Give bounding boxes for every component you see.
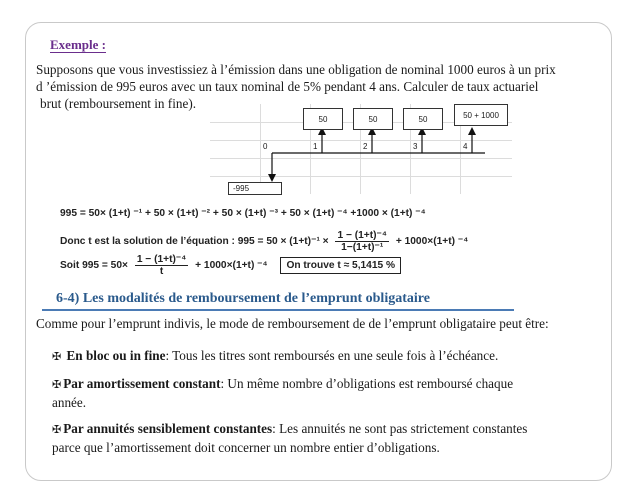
intro-line-3: brut (remboursement in fine). bbox=[40, 96, 197, 111]
tick-label: 2 bbox=[363, 142, 368, 151]
formula-block bbox=[60, 206, 540, 278]
fraction-denominator: t bbox=[159, 266, 164, 277]
bullet-text: : Tous les titres sont remboursés en une seule fois à l’échéance. bbox=[165, 348, 499, 363]
bullet-item bbox=[52, 375, 612, 412]
intro-line-2: d ’émission de 995 euros avec un taux nominal de 5% pendant 4 ans. Calculer de taux actuariel bbox=[36, 79, 539, 94]
bullet-title: Par amortissement constant bbox=[63, 376, 221, 391]
cash-flow-box: 50 bbox=[353, 108, 393, 130]
formula-line-3-start: Soit 995 = 50× bbox=[60, 260, 128, 272]
bullet-text: : Les annuités ne sont pas strictement constantes bbox=[272, 421, 528, 436]
fraction bbox=[335, 230, 389, 253]
fraction-numerator: 1 − (1+t)⁻⁴ bbox=[136, 254, 187, 265]
heading-underline bbox=[42, 309, 514, 311]
section-heading: 6-4) Les modalités de remboursement de l’emprunt obligataire bbox=[56, 291, 430, 306]
cross-bullet-icon: ✠ bbox=[52, 351, 62, 363]
initial-outflow-box: -995 bbox=[228, 182, 282, 195]
formula-line-3-end: + 1000×(1+t) ⁻⁴ bbox=[195, 260, 268, 272]
tick-label: 3 bbox=[413, 142, 418, 151]
cross-bullet-icon: ✠ bbox=[52, 424, 62, 436]
formula-line-2 bbox=[60, 230, 468, 253]
formula-line-2-end: + 1000×(1+t) ⁻⁴ bbox=[395, 236, 469, 248]
tick-label: 1 bbox=[313, 142, 318, 151]
cash-flow-box: 50 bbox=[403, 108, 443, 130]
cross-bullet-icon: ✠ bbox=[52, 379, 62, 391]
cash-flow-box: 50 + 1000 bbox=[454, 104, 508, 126]
bullet-item bbox=[52, 347, 498, 366]
cash-flow-diagram bbox=[210, 104, 512, 194]
bullet-text-continued: parce que l’amortissement doit concerner un nombre entier d’obligations. bbox=[52, 440, 440, 455]
example-label: Exemple : bbox=[50, 37, 106, 52]
bullet-text-continued: année. bbox=[52, 395, 87, 410]
fraction-numerator: 1 − (1+t)⁻⁴ bbox=[337, 230, 387, 241]
section-paragraph: Comme pour l’emprunt indivis, le mode de remboursement de de l’emprunt obligataire peut être: bbox=[36, 316, 549, 331]
formula-line-1: 995 = 50× (1+t) ⁻¹ + 50 × (1+t) ⁻² + 50 × (1+t) ⁻³ + 50 × (1+t) ⁻⁴ +1000 × (1+t) ⁻⁴ bbox=[60, 208, 426, 219]
tick-label: 4 bbox=[463, 142, 468, 151]
tick-label: 0 bbox=[263, 142, 268, 151]
cash-flow-box: 50 bbox=[303, 108, 343, 130]
result-box: On trouve t ≈ 5,1415 % bbox=[280, 257, 401, 274]
bullet-title: Par annuités sensiblement constantes bbox=[63, 421, 273, 436]
bullet-title: En bloc ou in fine bbox=[66, 348, 166, 363]
bullet-text: : Un même nombre d’obligations est remboursé chaque bbox=[220, 376, 514, 391]
intro-line-1: Supposons que vous investissiez à l’émission dans une obligation de nominal 1000 euros à un prix bbox=[36, 62, 556, 77]
bullet-item bbox=[52, 420, 612, 457]
fraction-denominator: 1−(1+t)⁻¹ bbox=[341, 242, 384, 253]
formula-line-3 bbox=[60, 254, 401, 277]
formula-line-2-start: Donc t est la solution de l’équation : 995 = 50 × (1+t)⁻¹ × bbox=[60, 236, 329, 248]
fraction bbox=[135, 254, 189, 277]
